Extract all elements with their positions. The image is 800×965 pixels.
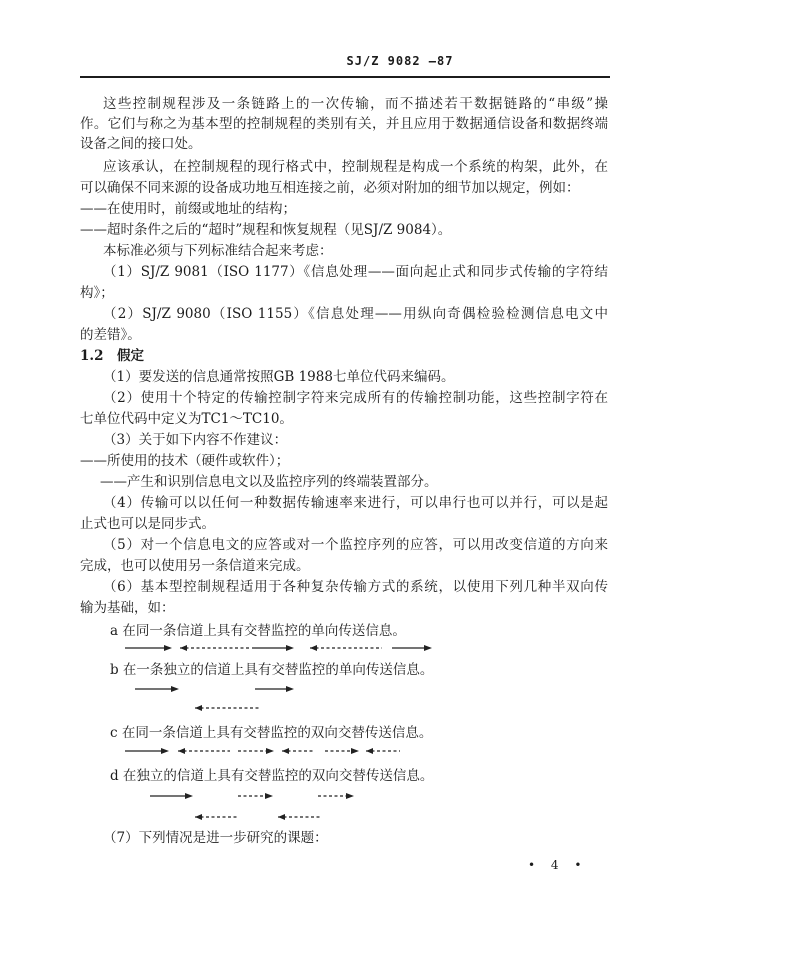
mode-d-label: d 在独立的信道上具有交替监控的双向交替传送信息。 xyxy=(110,768,434,784)
text-line: 七单位代码中定义为TC1～TC10。 xyxy=(80,411,293,427)
page-header: SJ/Z 9082 —87 xyxy=(346,54,454,68)
mode-d-arrow-diagram-upper xyxy=(120,790,500,804)
text-line: 应该承认，在控制规程的现行格式中，控制规程是构成一个系统的构架，此外，在 xyxy=(103,159,608,175)
text-line: 构》； xyxy=(80,285,114,301)
text-line: （4）传输可以以任何一种数据传输速率来进行，可以串行也可以并行，可以是起 xyxy=(103,495,608,511)
text-line: （6）基本型控制规程适用于各种复杂传输方式的系统，以使用下列几种半双向传 xyxy=(103,579,608,595)
text-line: 的差错》。 xyxy=(80,327,141,343)
text-line: 止式也可以是同步式。 xyxy=(80,516,215,532)
text-line: 输为基础，如： xyxy=(80,600,175,616)
text-line: 完成，也可以使用另一条信道来完成。 xyxy=(80,558,310,574)
text-line: （1）SJ/Z 9081（ISO 1177）《信息处理——面向起止式和同步式传输的字符结 xyxy=(103,264,608,280)
mode-a-label: a 在同一条信道上具有交替监控的单向传送信息。 xyxy=(110,623,406,639)
text-line: （2）使用十个特定的传输控制字符来完成所有的传输控制功能，这些控制字符在 xyxy=(103,390,608,406)
text-line: （2）SJ/Z 9080（ISO 1155）《信息处理——用纵向奇偶检验检测信息电文中 xyxy=(103,306,608,322)
text-line: ——超时条件之后的“超时”规程和恢复规程（见SJ/Z 9084）。 xyxy=(80,222,452,238)
text-line: ——产生和识别信息电文以及监控序列的终端装置部分。 xyxy=(100,474,438,490)
mode-b-label: b 在一条独立的信道上具有交替监控的单向传送信息。 xyxy=(110,662,434,678)
text-line: ——所使用的技术（硬件或软件）； xyxy=(80,453,290,469)
text-line: 本标准必须与下列标准结合起来考虑： xyxy=(103,243,333,259)
text-line: 作。它们与称之为基本型的控制规程的类别有关，并且应用于数据通信设备和数据终端 xyxy=(80,116,608,132)
page-number: • 4 • xyxy=(528,858,588,872)
text-line: 设备之间的接口处。 xyxy=(80,136,202,152)
mode-a-arrow-diagram xyxy=(120,642,500,656)
text-line: （7）下列情况是进一步研究的课题： xyxy=(103,830,328,846)
header-rule xyxy=(80,76,610,78)
text-line: （1）要发送的信息通常按照GB 1988七单位代码来编码。 xyxy=(103,369,455,385)
mode-c-arrow-diagram xyxy=(120,745,500,759)
section-heading: 1.2 假定 xyxy=(80,348,144,364)
mode-d-arrow-diagram-lower xyxy=(120,811,500,825)
mode-b-arrow-diagram-upper xyxy=(120,683,500,697)
text-line: （5）对一个信息电文的应答或对一个监控序列的应答，可以用改变信道的方向来 xyxy=(103,537,608,553)
mode-b-arrow-diagram-lower xyxy=(120,702,500,716)
text-line: ——在使用时，前缀或地址的结构； xyxy=(80,201,296,217)
text-line: （3）关于如下内容不作建议： xyxy=(103,432,288,448)
mode-c-label: c 在同一条信道上具有交替监控的双向交替传送信息。 xyxy=(110,725,433,741)
text-line: 这些控制规程涉及一条链路上的一次传输，而不描述若干数据链路的“串级”操 xyxy=(103,96,608,112)
text-line: 可以确保不同来源的设备成功地互相连接之前，必须对附加的细节加以规定，例如： xyxy=(80,180,580,196)
